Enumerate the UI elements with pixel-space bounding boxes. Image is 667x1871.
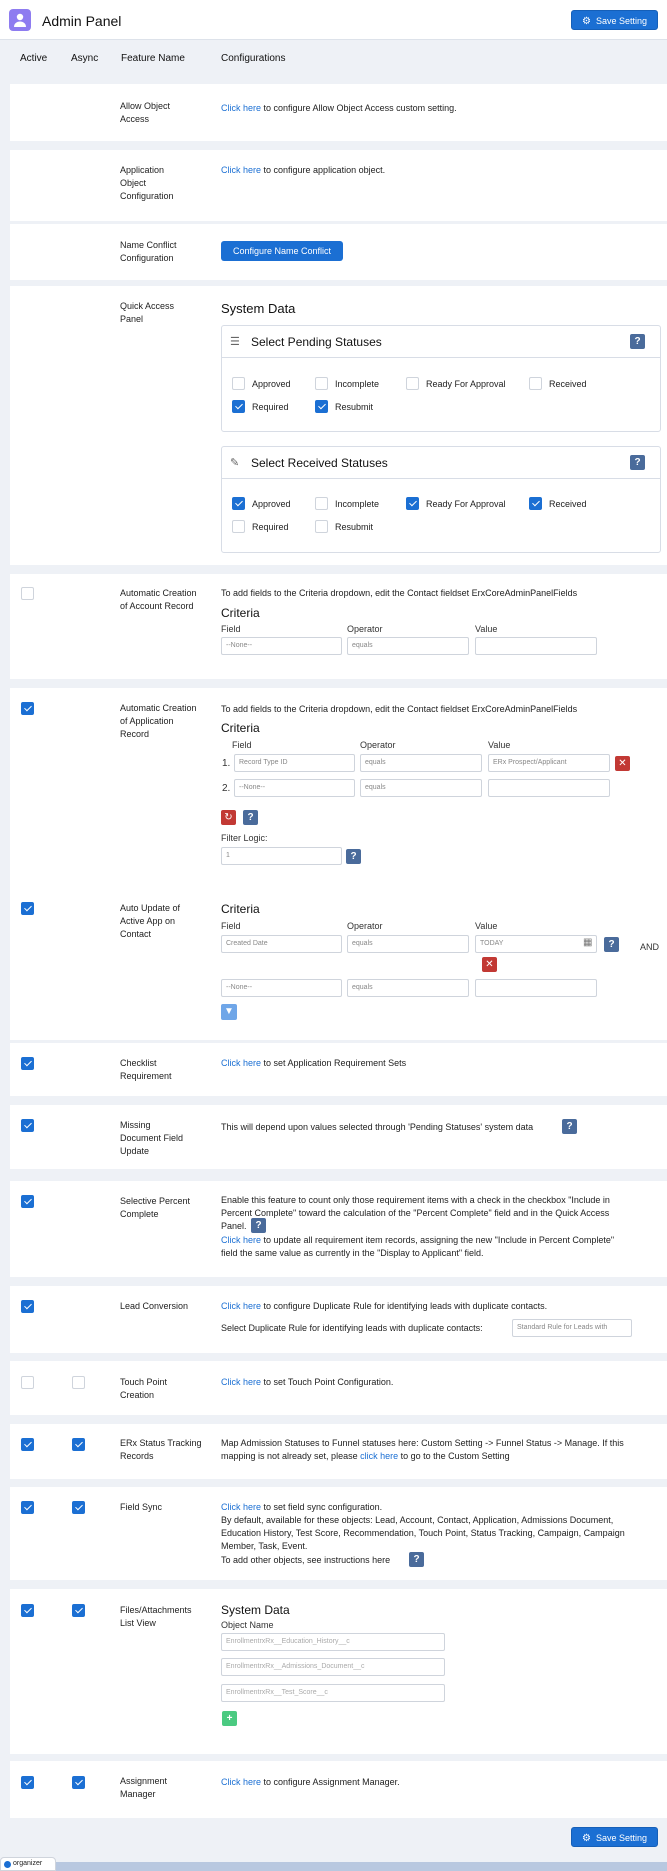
feature-name: Selective Percent Complete	[120, 1196, 191, 1219]
operator-label: Operator	[347, 624, 383, 634]
feature-name: Name Conflict Configuration	[120, 240, 177, 263]
field-select[interactable]: --None--	[221, 979, 342, 997]
active-checkbox[interactable]	[21, 1057, 34, 1070]
option-label: Ready For Approval	[426, 499, 506, 509]
field-select[interactable]: --None--	[221, 637, 342, 655]
feature-name: Touch Point Creation	[120, 1377, 168, 1400]
config-line: To add other objects, see instructions here	[221, 1555, 391, 1565]
help-icon[interactable]: ?	[562, 1119, 577, 1134]
and-label: AND	[640, 942, 660, 952]
feature-name: Field Sync	[120, 1502, 163, 1512]
received-title: Select Received Statuses	[251, 456, 388, 470]
feature-name: Application Object Configuration	[120, 165, 174, 201]
config-intro: To add fields to the Criteria dropdown, edit the Contact fieldset ErxCoreAdminPanelFields	[221, 588, 578, 598]
value-input[interactable]	[475, 637, 597, 655]
option-label: Resubmit	[335, 522, 374, 532]
configure-name-conflict-button[interactable]: Configure Name Conflict	[221, 241, 343, 261]
config-text	[221, 1776, 400, 1789]
async-checkbox[interactable]	[72, 1501, 85, 1514]
operator-label: Operator	[360, 740, 396, 750]
click-here-link[interactable]: click here	[360, 1451, 399, 1461]
field-label: Field	[221, 624, 241, 634]
config-text	[221, 164, 385, 177]
help-icon[interactable]: ?	[630, 455, 645, 470]
config-line	[221, 1450, 510, 1463]
row-quick-access-panel	[10, 286, 667, 565]
value-input[interactable]	[475, 935, 597, 953]
option-label: Approved	[252, 499, 291, 509]
panel-header	[222, 326, 660, 358]
click-here-link[interactable]: Click here	[221, 1301, 262, 1311]
object-input[interactable]: EnrollmentrxRx__Education_History__c	[221, 1633, 445, 1651]
calendar-icon[interactable]: ▦	[583, 937, 593, 948]
row-auto-update	[10, 888, 667, 1040]
help-icon[interactable]: ?	[251, 1218, 266, 1233]
criteria-title: Criteria	[221, 721, 260, 735]
page-title: Admin Panel	[42, 13, 122, 29]
received-statuses-panel	[221, 446, 661, 553]
feature-name: Automatic Creation of Account Record	[120, 588, 197, 611]
config-desc: to update all requirement item records, assigning the new "Include in Percent Complete"	[261, 1235, 615, 1245]
config-line: field the same value as currently in the "Display to Applicant" field.	[221, 1248, 484, 1258]
click-here-link[interactable]: Click here	[221, 165, 262, 175]
row-application-object	[10, 150, 667, 221]
active-checkbox[interactable]	[21, 1501, 34, 1514]
config-text	[221, 1376, 393, 1389]
row-allow-object-access	[10, 84, 667, 141]
checkbox[interactable]	[232, 497, 245, 510]
option-label: Incomplete	[335, 379, 380, 389]
gear-icon: ⚙	[581, 16, 591, 27]
checkbox[interactable]	[232, 377, 245, 390]
value-label: Value	[488, 740, 511, 750]
row-auto-application	[10, 688, 667, 888]
option-label: Received	[549, 379, 587, 389]
gear-icon: ⚙	[581, 1833, 591, 1844]
async-checkbox[interactable]	[72, 1438, 85, 1451]
active-checkbox[interactable]	[21, 902, 34, 915]
panel-header	[222, 447, 660, 479]
config-line: Panel.	[221, 1221, 247, 1231]
operator-select[interactable]: equals	[347, 637, 469, 655]
row-auto-account	[10, 574, 667, 679]
operator-select[interactable]: equals	[347, 935, 469, 953]
config-desc: to configure Assignment Manager.	[261, 1777, 400, 1787]
row-number: 2.	[222, 783, 231, 794]
option-label: Approved	[252, 379, 291, 389]
option-label: Required	[252, 522, 289, 532]
organizer-label: organizer	[13, 1860, 43, 1867]
check-list-icon: ✎	[230, 457, 240, 469]
filter-logic-label: Filter Logic:	[221, 833, 268, 843]
utility-bar-organizer[interactable]	[0, 1857, 56, 1871]
row-field-sync	[10, 1487, 667, 1580]
feature-name: ERx Status Tracking Records	[120, 1438, 202, 1461]
row-assignment-manager	[10, 1761, 667, 1818]
list-filter-icon: ☰	[230, 336, 240, 348]
option-label: Received	[549, 499, 587, 509]
filter-icon[interactable]: ▼	[221, 1004, 237, 1020]
config-desc: to set Touch Point Configuration.	[261, 1377, 394, 1387]
value-input[interactable]: ERx Prospect/Applicant	[488, 754, 610, 772]
config-line: Education History, Test Score, Recommendation, Touch Point, Status Tracking, Campaign, Campaign	[221, 1528, 625, 1538]
checkbox[interactable]	[529, 497, 542, 510]
checkbox[interactable]	[315, 520, 328, 533]
filter-logic-input[interactable]: 1	[221, 847, 342, 865]
feature-name: Assignment Manager	[120, 1776, 168, 1799]
config-intro: To add fields to the Criteria dropdown, edit the Contact fieldset ErxCoreAdminPanelFields	[221, 704, 578, 714]
value-input[interactable]	[475, 979, 597, 997]
criteria-title: Criteria	[221, 902, 260, 916]
remove-row-icon[interactable]: ✕	[482, 957, 497, 972]
option-label: Incomplete	[335, 499, 380, 509]
config-desc: to go to the Custom Setting	[398, 1451, 510, 1461]
value-label: Value	[475, 921, 498, 931]
save-setting-label: Save Setting	[595, 16, 647, 26]
click-here-link[interactable]: Click here	[221, 1377, 262, 1387]
col-configurations: Configurations	[221, 53, 286, 64]
row-touch-point	[10, 1361, 667, 1415]
feature-name: Missing Document Field Update	[120, 1120, 184, 1156]
checkbox[interactable]	[232, 520, 245, 533]
row-name-conflict	[10, 224, 667, 280]
value-text: TODAY	[480, 940, 504, 947]
system-data-title: System Data	[221, 301, 296, 316]
help-icon[interactable]: ?	[243, 810, 258, 825]
async-checkbox[interactable]	[72, 1376, 85, 1389]
active-checkbox[interactable]	[21, 1195, 34, 1208]
config-desc: to set field sync configuration.	[261, 1502, 383, 1512]
save-setting-button[interactable]	[571, 10, 658, 30]
criteria-title: Criteria	[221, 606, 260, 620]
config-line: Enable this feature to count only those requirement items with a check in the checkbox "Include in	[221, 1195, 610, 1205]
duplicate-rule-select[interactable]: Standard Rule for Leads with	[512, 1319, 632, 1337]
active-checkbox[interactable]	[21, 1119, 34, 1132]
save-setting-label: Save Setting	[595, 1833, 647, 1843]
operator-label: Operator	[347, 921, 383, 931]
row-selective-percent	[10, 1181, 667, 1277]
row-checklist	[10, 1043, 667, 1096]
operator-select[interactable]: equals	[360, 754, 482, 772]
pending-title: Select Pending Statuses	[251, 335, 382, 349]
checkbox[interactable]	[315, 377, 328, 390]
feature-name: Files/Attachments List View	[120, 1605, 192, 1628]
value-input[interactable]	[488, 779, 610, 797]
config-desc: to configure Duplicate Rule for identifying leads with duplicate contacts.	[261, 1301, 548, 1311]
click-here-link[interactable]: Click here	[221, 1777, 262, 1787]
feature-name: Auto Update of Active App on Contact	[120, 903, 181, 939]
active-checkbox[interactable]	[21, 587, 34, 600]
feature-name: Automatic Creation of Application Record	[120, 703, 197, 739]
click-here-link[interactable]: Click here	[221, 103, 262, 113]
option-label: Ready For Approval	[426, 379, 506, 389]
active-checkbox[interactable]	[21, 1376, 34, 1389]
pending-statuses-panel	[221, 325, 661, 432]
checkbox[interactable]	[406, 377, 419, 390]
add-icon[interactable]: +	[222, 1711, 237, 1726]
config-text	[221, 102, 457, 115]
feature-name: Allow Object Access	[120, 101, 171, 124]
system-data-title: System Data	[221, 1603, 290, 1617]
operator-select[interactable]: equals	[347, 979, 469, 997]
help-icon[interactable]: ?	[409, 1552, 424, 1567]
row-files-attachments	[10, 1589, 667, 1754]
save-setting-button-bottom[interactable]	[571, 1827, 658, 1847]
checkbox[interactable]	[529, 377, 542, 390]
active-checkbox[interactable]	[21, 1776, 34, 1789]
value-label: Value	[475, 624, 498, 634]
click-here-link[interactable]: Click here	[221, 1058, 262, 1068]
row-lead-conversion	[10, 1286, 667, 1353]
object-input[interactable]: EnrollmentrxRx__Test_Score__c	[221, 1684, 445, 1702]
active-checkbox[interactable]	[21, 1300, 34, 1313]
checkbox[interactable]	[406, 497, 419, 510]
config-text	[221, 1057, 406, 1070]
utility-bar	[56, 1862, 667, 1871]
async-checkbox[interactable]	[72, 1604, 85, 1617]
config-text	[221, 1501, 382, 1514]
active-checkbox[interactable]	[21, 1438, 34, 1451]
config-desc: to configure Allow Object Access custom setting.	[261, 103, 457, 113]
object-input[interactable]: EnrollmentrxRx__Admissions_Document__c	[221, 1658, 445, 1676]
remove-row-icon[interactable]: ✕	[615, 756, 630, 771]
feature-name: Lead Conversion	[120, 1301, 189, 1311]
async-checkbox[interactable]	[72, 1776, 85, 1789]
checkbox[interactable]	[232, 400, 245, 413]
row-erx-status	[10, 1424, 667, 1479]
config-line	[221, 1234, 614, 1247]
duplicate-rule-label: Select Duplicate Rule for identifying leads with duplicate contacts:	[221, 1323, 483, 1333]
col-active: Active	[20, 53, 48, 64]
field-select[interactable]: Created Date	[221, 935, 342, 953]
config-line: By default, available for these objects: Lead, Account, Contact, Application, Admissions Document,	[221, 1515, 614, 1525]
admin-user-icon	[9, 9, 31, 31]
feature-name: Quick Access Panel	[120, 301, 175, 324]
help-icon[interactable]: ?	[630, 334, 645, 349]
config-text	[221, 1300, 547, 1313]
field-label: Field	[221, 921, 241, 931]
feature-name: Checklist Requirement	[120, 1058, 172, 1081]
row-number: 1.	[222, 758, 231, 769]
config-desc: to set Application Requirement Sets	[261, 1058, 407, 1068]
click-here-link[interactable]: Click here	[221, 1235, 262, 1245]
option-label: Resubmit	[335, 402, 374, 412]
config-desc: mapping is not already set, please	[221, 1451, 361, 1461]
field-select[interactable]: Record Type ID	[234, 754, 355, 772]
refresh-icon[interactable]: ↻	[221, 810, 236, 825]
config-line: Member, Task, Event.	[221, 1541, 308, 1551]
active-checkbox[interactable]	[21, 1604, 34, 1617]
field-select[interactable]: --None--	[234, 779, 355, 797]
config-line: Percent Complete" toward the calculation of the "Percent Complete" field and in the Quick Access	[221, 1208, 610, 1218]
help-icon[interactable]: ?	[604, 937, 619, 952]
config-desc: to configure application object.	[261, 165, 386, 175]
header	[0, 0, 667, 40]
col-async: Async	[71, 53, 99, 64]
col-feature-name: Feature Name	[121, 53, 185, 64]
info-icon	[4, 1861, 11, 1868]
config-line: Map Admission Statuses to Funnel statuses here: Custom Setting -> Funnel Status -> Manage. If this	[221, 1438, 624, 1448]
checkbox[interactable]	[315, 497, 328, 510]
row-missing-document	[10, 1105, 667, 1169]
object-name-label: Object Name	[221, 1620, 274, 1630]
field-label: Field	[232, 740, 252, 750]
option-label: Required	[252, 402, 289, 412]
config-text: This will depend upon values selected through 'Pending Statuses' system data	[221, 1122, 534, 1132]
active-checkbox[interactable]	[21, 702, 34, 715]
operator-select[interactable]: equals	[360, 779, 482, 797]
help-icon[interactable]: ?	[346, 849, 361, 864]
checkbox[interactable]	[315, 400, 328, 413]
click-here-link[interactable]: Click here	[221, 1502, 262, 1512]
column-headers	[0, 40, 667, 75]
